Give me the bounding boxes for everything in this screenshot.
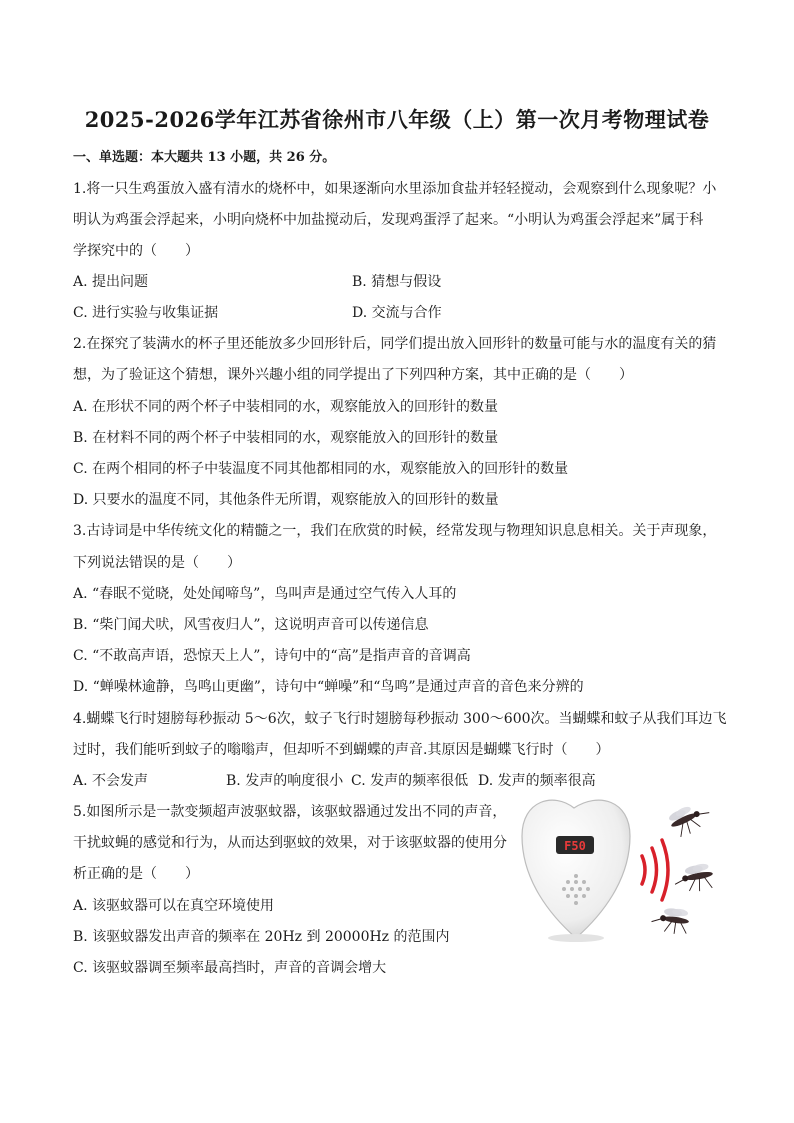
repeller-device bbox=[522, 800, 630, 942]
mosquito-icon bbox=[672, 862, 715, 895]
question-2-line-1: 2.在探究了装满水的杯子里还能放多少回形针后，同学们提出放入回形针的数量可能与水的温度有关的猜 bbox=[73, 336, 717, 352]
section-heading: 一、单选题：本大题共 13 小题，共 26 分。 bbox=[73, 150, 336, 165]
sound-waves-icon bbox=[642, 840, 668, 900]
q4-option-b: B. 发声的响度很小 bbox=[226, 773, 344, 789]
mosquito-icon bbox=[650, 905, 690, 935]
question-2-line-2: 想，为了验证这个猜想，课外兴趣小组的同学提出了下列四种方案，其中正确的是（ ） bbox=[73, 367, 633, 383]
question-3-line-1: 3.古诗词是中华传统文化的精髓之一，我们在欣赏的时候，经常发现与物理知识息息相关。关于声现象， bbox=[73, 523, 717, 539]
q1-option-d: D. 交流与合作 bbox=[352, 305, 442, 321]
q3-option-d: D. “蝉噪林逾静，鸟鸣山更幽”，诗句中“蝉噪”和“鸟鸣”是通过声音的音色来分辨的 bbox=[73, 679, 584, 695]
question-5-line-3: 析正确的是（ ） bbox=[73, 866, 199, 882]
q4-option-a: A. 不会发声 bbox=[73, 773, 149, 789]
q1-option-b: B. 猜想与假设 bbox=[352, 274, 442, 290]
q2-option-b: B. 在材料不同的两个杯子中装相同的水，观察能放入的回形针的数量 bbox=[73, 430, 499, 446]
q3-option-b: B. “柴门闻犬吠，风雪夜归人”，这说明声音可以传递信息 bbox=[73, 617, 429, 633]
q5-option-a: A. 该驱蚊器可以在真空环境使用 bbox=[73, 898, 275, 914]
q5-option-c: C. 该驱蚊器调至频率最高挡时，声音的音调会增大 bbox=[73, 960, 387, 976]
q1-option-a: A. 提出问题 bbox=[73, 274, 149, 290]
question-3-line-2: 下列说法错误的是（ ） bbox=[73, 555, 241, 571]
question-4-line-2: 过时，我们能听到蚊子的嗡嗡声，但却听不到蝴蝶的声音.其原因是蝴蝶飞行时（ ） bbox=[73, 742, 610, 758]
question-1-line-3: 学探究中的（ ） bbox=[73, 243, 199, 259]
q3-option-c: C. “不敢高声语，恐惊天上人”，诗句中的“高”是指声音的音调高 bbox=[73, 648, 471, 664]
display-readout: F50 bbox=[564, 839, 586, 853]
q3-option-a: A. “春眠不觉晓，处处闻啼鸟”，鸟叫声是通过空气传入人耳的 bbox=[73, 586, 457, 602]
q4-option-c: C. 发声的频率很低 bbox=[351, 773, 469, 789]
q2-option-d: D. 只要水的温度不同，其他条件无所谓，观察能放入的回形针的数量 bbox=[73, 492, 499, 508]
mosquito-icon bbox=[666, 799, 713, 840]
question-1-line-1: 1.将一只生鸡蛋放入盛有清水的烧杯中，如果逐渐向水里添加食盐并轻轻搅动，会观察到什么现象呢？小 bbox=[73, 181, 717, 197]
question-4-line-1: 4.蝴蝶飞行时翅膀每秒振动 5～6次，蚊子飞行时翅膀每秒振动 300～600次。当蝴蝶和蚊子从我们耳边飞 bbox=[73, 711, 727, 727]
q4-option-d: D. 发声的频率很高 bbox=[478, 773, 596, 789]
q1-option-c: C. 进行实验与收集证据 bbox=[73, 305, 219, 321]
page-title: 2025-2026学年江苏省徐州市八年级（上）第一次月考物理试卷 bbox=[84, 107, 710, 132]
mosquito-repeller-illustration bbox=[514, 790, 726, 950]
question-5-line-2: 干扰蚊蝇的感觉和行为，从而达到驱蚊的效果，对于该驱蚊器的使用分 bbox=[73, 835, 507, 851]
question-5-line-1: 5.如图所示是一款变频超声波驱蚊器，该驱蚊器通过发出不同的声音， bbox=[73, 804, 507, 820]
question-1-line-2: 明认为鸡蛋会浮起来，小明向烧杯中加盐搅动后，发现鸡蛋浮了起来。“小明认为鸡蛋会浮起来”属于科 bbox=[73, 212, 704, 228]
q2-option-c: C. 在两个相同的杯子中装温度不同其他都相同的水，观察能放入的回形针的数量 bbox=[73, 461, 569, 477]
q2-option-a: A. 在形状不同的两个杯子中装相同的水，观察能放入的回形针的数量 bbox=[73, 399, 499, 415]
q5-option-b: B. 该驱蚊器发出声音的频率在 20Hz 到 20000Hz 的范围内 bbox=[73, 929, 450, 945]
